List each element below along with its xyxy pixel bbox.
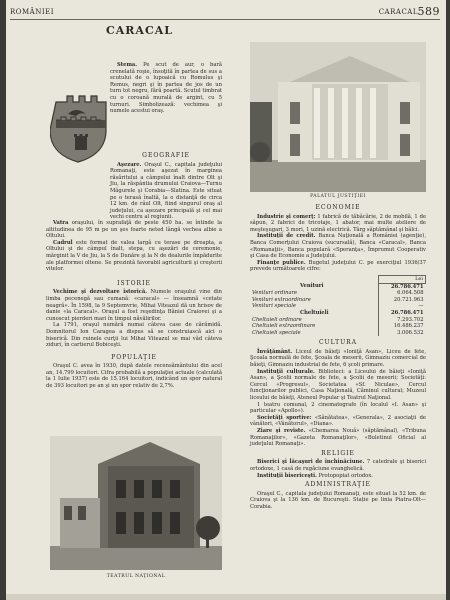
teatrul-national-photo	[50, 436, 222, 570]
admin-text: Oraşul C., capitala judeţului Romanaţi, este situat la 52 km. de Craiova şi la 136 km. de Bucureşti. Stație pe linia Piatra-Olt—Corabia.	[250, 490, 426, 510]
header-rule	[10, 19, 440, 20]
budget-row	[250, 303, 426, 310]
budget-label: Cheltuieli speciale	[252, 329, 301, 336]
cadrul-label: Cadrul	[53, 239, 73, 246]
book-page	[6, 0, 446, 600]
invatamant-label: Învăţământ.	[257, 348, 293, 355]
budget-value: 6.064.508	[379, 290, 426, 297]
budget-label: Cheltuieli ordinare	[252, 316, 302, 323]
biserici-text: 7 catedrale şi biserici ortodoxe, 1 casă de rugăciune evanghelică.	[250, 459, 427, 472]
ziare-text: «Chemarea Nouă» (săptămânal), «Tribuna Romanaţilor», «Gazeta Romanaţilor», «Buletinul Oficial al judeţului Romanaţi».	[250, 428, 426, 448]
budget-label: Venituri speciale	[252, 303, 296, 310]
budget-row	[250, 290, 426, 297]
palatul-justitiei-photo	[250, 42, 426, 192]
istorie-heading: ISTORIE	[117, 279, 151, 287]
budget-row	[250, 323, 426, 330]
sport-label: Societăţi sportive:	[257, 414, 312, 421]
budget-unit: Lei	[379, 275, 426, 283]
budget-row	[250, 283, 426, 290]
budget-row	[250, 310, 426, 317]
admin-heading: ADMINISTRAŢIE	[305, 481, 371, 489]
sport-text: «Sănătatea», «Generala», 2 asociaţii de vânători, «Vânătorul», «Diana».	[250, 414, 426, 428]
asezare-text: Oraşul C., capitala judeţului Romanaţi, este aşezat în marginea răsăritului a câmpului înalt dintre Olt şi Jiu, la răspântia drumului Craiova—Turnu Măgurele şi Corabia—Slatina. Este situat pe o terasă înaltă, la o distanţă de circa 12 km. de râul Olt, fiind singurul oraş al judeţului, ca așezare principală şi cel mai vechi centru al regiunii.	[110, 161, 222, 221]
cult-inst-text: Biblioteci: a Liceului de băieţi «Ioniţă Asan», a Şcolii normale de fete, a Şcolii de meserii; Societăţi: Cercul «Progresul», Societatea «Sf. Niculae», Cercul funcţionarilor publici, Casa Naţională, Căminul cultural; Muzeul liceului de băieţi, Ateneul Popular şi Teatrul Naţional.	[250, 368, 426, 402]
budget-row	[250, 317, 426, 324]
populatie-text: Oraşul C. avea în 1930, după datele recensământului din acel an, 14.799 locuitori. Cifra probabilă a populaţiei actuale (calculată la 1 Iulie 1937) este de 15.164 locuitori, indicând un spor natural de 393 locuitori pe an şi un spor relativ de 2,7%.	[46, 363, 222, 390]
vechime-label: Vechime şi dezvoltare istorică.	[53, 289, 148, 296]
coat-of-arms-icon	[50, 92, 112, 164]
left-column-main	[46, 220, 222, 390]
economie-heading: ECONOMIE	[315, 204, 361, 211]
religie-heading: RELIGIE	[321, 449, 355, 457]
budget-row	[250, 330, 426, 337]
inst-bis-text: Protopopiat ortodox.	[318, 472, 373, 479]
invatamant-text: Liceul de băieţi «Ioniţă Asan», Liceu de fete, Şcoala normală de fete, Şcoala de meserii, Gimnaziu comercial de băieţi, Gimnaziu industrial de fete, 6 şcoli primare.	[250, 348, 426, 369]
asezare-label: Aşezare.	[117, 161, 142, 168]
cinema-text: 1 teatru comunal, 2 cinematografe (în localul «I. Asan» şi particular «Apollo»).	[250, 401, 426, 415]
cetatea-text: La 1791, oraşul numără numai câteva case de cărămidă. Domnitorul Ion Caragea a dispus să se construiască aici o biserică. Din ruinele curţii lui Mihai Viteazul se mai văd câteva ziduri, în cartierul Bobiceşti.	[46, 322, 222, 349]
vatra-text: oraşului, în suprafaţă de peste 450 ha. se întinde la altitudinea de 95 m pe un şes foarte neted lângă vechea albie a Oltului.	[46, 220, 222, 240]
stema-text: Pe scut de aur, o bară crenelată roşie, însoţită în partea de sus a scutului de o lupoaică cu Romulus şi Remus, negri şi în partea de jos de un turn tot negru, fără poartă. Scutul timbrat cu o coroană murală de argint, cu 5 turnuri. Simbolizează: vechimea şi numele acestui oraş.	[110, 62, 222, 115]
budget-value: 26.786.471	[379, 310, 426, 317]
budget-value: 3.006.532	[379, 330, 426, 337]
industrie-text: 1 fabrică de tăbăcărie, 2 de mobilă, 1 de săpun, 2 fabrici de tricotaje, 1 abator, mai multe ateliere de meşteşugari, 3 mori, 1 uzină electrică. Târg săptămânal şi bâlci.	[250, 213, 427, 233]
populatie-heading: POPULAŢIE	[111, 353, 157, 361]
header-left: ROMÂNIEI	[10, 8, 54, 16]
running-header	[10, 6, 440, 20]
budget-header-row	[250, 275, 426, 283]
budget-row	[250, 297, 426, 304]
budget-label: Venituri	[300, 283, 324, 290]
page-number: 589	[417, 5, 440, 18]
institutii-label: Instituţii de credit.	[257, 233, 316, 240]
stema-paragraph	[110, 62, 222, 115]
budget-value: 16.486.237	[379, 323, 426, 330]
institutii-text: Banca Naţională a României (agenţie), Banca Comerţului Craiova (sucursală), Banca «Caracal», Banca «Romanaţii», Banca populară «Speranţa», Împrumut Cooperativ şi Casa de Economie a Judeţului.	[250, 233, 426, 260]
page-bottom-edge	[6, 594, 446, 600]
finante-text: Bugetul judeţului C. pe exerciţiul 1936/37 prevede următoarele cifre:	[250, 259, 426, 273]
cult-inst-label: Instituţii culturale.	[257, 368, 315, 375]
vechime-text: Numele oraşului vine din limba pecenegă sau cumană: «caracal» — înseamnă «cetate neagră». În 1598, la 9 Septemvrie, Mihai Viteazul dă un hrisov de danie «la Caracal». Oraşul a fost reşedinţa Băniei Craiovei şi a cunoscut pierderi mari în timpul năvălirilor.	[46, 289, 222, 322]
budget-label: Venituri ordinare	[252, 290, 298, 297]
header-right: CARACAL	[378, 8, 418, 16]
palatul-caption: PALATUL JUSTIŢIEI	[310, 194, 366, 199]
ziare-label: Ziare şi reviste.	[257, 428, 306, 434]
cadrul-text: este format de valea largă cu terase pe dreapta, a Oltului şi de câmpul înalt, stepa, cu aşezări de ceremonie, mărginit la V de Jiu, la S de Dunăre şi la N de dealurile împădurite ale platformei oltene. Se prezintă favorabil agriculturii şi creşterii vitelor.	[46, 239, 222, 273]
vatra-label: Vatra	[53, 220, 69, 226]
biserici-label: Biserici şi lăcaşuri de închinăciune.	[257, 459, 365, 466]
budget-value: 20.721.963	[379, 297, 426, 304]
geografie-heading: GEOGRAFIE	[142, 152, 190, 159]
cultura-heading: CULTURA	[318, 339, 358, 347]
industrie-label: Industrie şi comerţ:	[257, 213, 316, 220]
budget-label: Cheltuieli extraordinare	[252, 323, 316, 330]
inst-bis-label: Instituţii bisericeşti.	[257, 472, 317, 479]
geography-start	[110, 150, 222, 221]
right-column-main	[250, 202, 426, 511]
budget-label: Cheltuieli	[300, 309, 329, 316]
stema-label: Stema.	[117, 62, 138, 68]
budget-value: —	[379, 303, 426, 310]
page-title: CARACAL	[106, 24, 173, 37]
budget-label: Venituri extraordinare	[252, 296, 311, 303]
teatrul-caption: TEATRUL NAŢIONAL	[106, 574, 166, 579]
budget-table	[250, 275, 426, 336]
budget-value: 7.293.702	[379, 317, 426, 324]
budget-value: 26.786.471	[379, 283, 426, 290]
finante-label: Finanţe publice.	[257, 259, 306, 266]
